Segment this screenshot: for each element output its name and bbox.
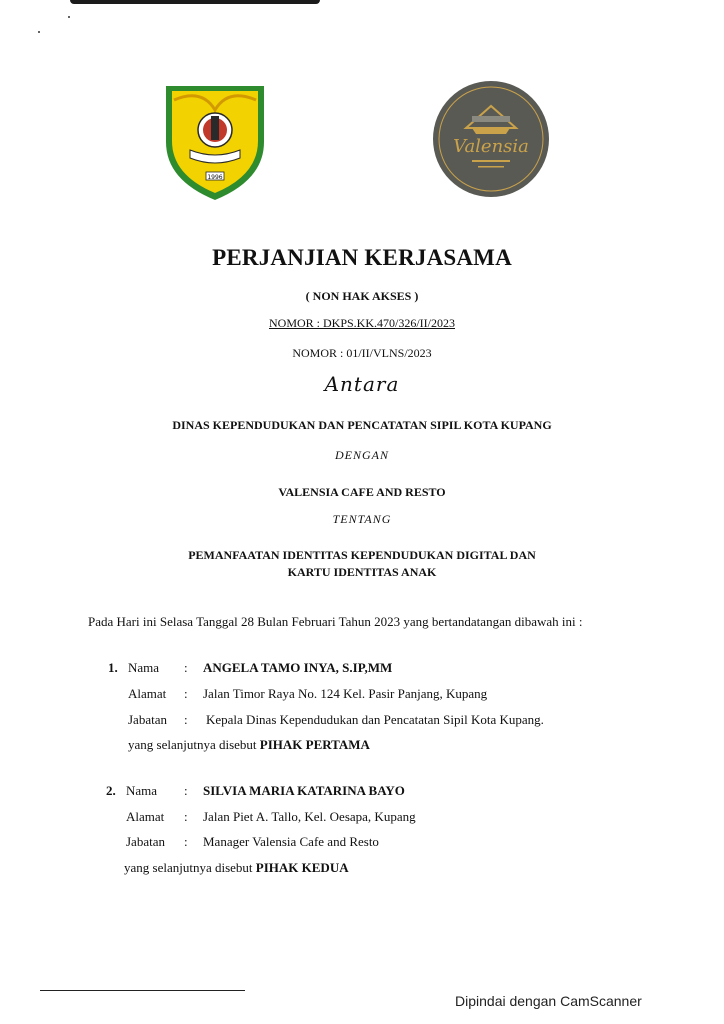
antara-heading: Antara <box>324 372 400 396</box>
party-2-number: 2. <box>106 783 116 798</box>
colon: : <box>184 660 188 675</box>
colon: : <box>184 809 188 824</box>
tentang-heading: TENTANG <box>332 512 392 526</box>
party-1-jabatan-label: Jabatan <box>128 712 167 727</box>
party-2-jabatan: Manager Valensia Cafe and Resto <box>203 834 379 849</box>
agreement-number-1-text: NOMOR : DKPS.KK.470/326/II/2023 <box>268 316 455 330</box>
party-1-alamat-label: Alamat <box>128 686 167 701</box>
party-2-nama: SILVIA MARIA KATARINA BAYO <box>203 783 405 798</box>
footnote-divider <box>40 990 245 991</box>
intro-paragraph: Pada Hari ini Selasa Tanggal 28 Bulan Februari Tahun 2023 yang bertandatangan dibawah ini : <box>88 614 583 629</box>
party-1-jabatan: Kepala Dinas Kependudukan dan Pencatatan Sipil Kota Kupang. <box>206 712 544 727</box>
colon: : <box>184 686 188 701</box>
party-2-designation <box>124 860 349 876</box>
party-1-institution: DINAS KEPENDUDUKAN DAN PENCATATAN SIPIL KOTA KUPANG <box>172 418 552 432</box>
party-2-designation-text: yang selanjutnya disebut <box>124 860 256 875</box>
scan-edge-smudge <box>70 0 320 4</box>
party-1-nama: ANGELA TAMO INYA, S.IP,MM <box>203 660 393 675</box>
scan-speck <box>38 31 40 33</box>
subject-line-2: KARTU IDENTITAS ANAK <box>287 565 437 579</box>
party-2-institution: VALENSIA CAFE AND RESTO <box>278 485 446 499</box>
party-1-alamat: Jalan Timor Raya No. 124 Kel. Pasir Panjang, Kupang <box>203 686 488 701</box>
colon: : <box>184 783 188 798</box>
party-1-number: 1. <box>108 660 118 675</box>
emblem-year: 1996 <box>207 174 223 181</box>
document-subtitle: ( NON HAK AKSES ) <box>305 289 419 303</box>
party-2-pihak: PIHAK KEDUA <box>255 860 349 875</box>
document-title: PERJANJIAN KERJASAMA <box>212 245 512 270</box>
camscanner-watermark: Dipindai dengan CamScanner <box>455 993 642 1009</box>
colon: : <box>184 712 188 727</box>
party-1-designation <box>128 737 370 753</box>
scan-speck <box>68 16 70 18</box>
subject-line-1: PEMANFAATAN IDENTITAS KEPENDUDUKAN DIGITAL DAN <box>188 548 536 562</box>
dengan-heading: DENGAN <box>335 448 389 462</box>
valensia-wordmark: Valensia <box>453 136 529 157</box>
agreement-number-1 <box>0 316 724 331</box>
party-2-alamat-label: Alamat <box>126 809 165 824</box>
valensia-logo <box>432 80 550 198</box>
kota-kupang-emblem <box>162 80 268 202</box>
colon: : <box>184 834 188 849</box>
party-2-jabatan-label: Jabatan <box>126 834 165 849</box>
party-2-alamat: Jalan Piet A. Tallo, Kel. Oesapa, Kupang <box>203 809 416 824</box>
party-1-nama-label: Nama <box>128 660 160 675</box>
agreement-number-2: NOMOR : 01/II/VLNS/2023 <box>292 346 432 360</box>
party-2-nama-label: Nama <box>126 783 158 798</box>
party-1-designation-text: yang selanjutnya disebut <box>128 737 260 752</box>
agreement-subject <box>0 547 724 581</box>
party-1-pihak: PIHAK PERTAMA <box>259 737 370 752</box>
